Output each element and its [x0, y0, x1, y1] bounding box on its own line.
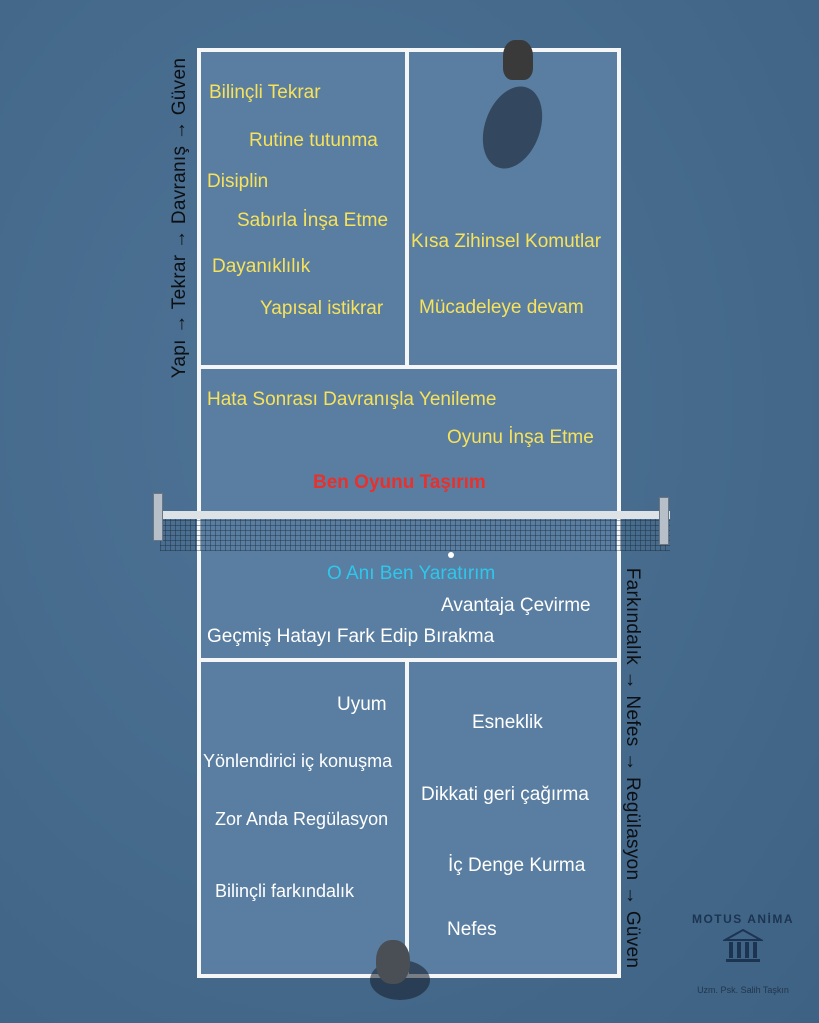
court-upper-center-line [405, 48, 409, 368]
side-right-flow-text: Farkındalık → Nefes → Regülasyon → Güven [622, 567, 643, 969]
court-upper-service-line [197, 365, 621, 369]
label-dayaniklilik: Dayanıklılık [212, 256, 311, 277]
label-yonlendirici-ic-konusma: Yönlendirici iç konuşma [203, 751, 393, 771]
label-yapisal-istikrar: Yapısal istikrar [260, 298, 384, 319]
label-ic-denge-kurma: İç Denge Kurma [448, 855, 586, 876]
side-left-flow-text: Yapı → Tekrar → Davranış → Güven [169, 57, 190, 379]
label-esneklik: Esneklik [472, 712, 543, 733]
net-mesh [160, 519, 670, 551]
label-ben-oyunu-tasirim: Ben Oyunu Taşırım [313, 472, 486, 493]
brand-author: Uzm. Psk. Salih Taşkın [697, 985, 789, 995]
label-oyunu-insa-etme: Oyunu İnşa Etme [447, 427, 594, 448]
label-o-ani-ben-yaratirim: O Anı Ben Yaratırım [327, 563, 496, 584]
label-kisa-zihinsel-komutlar: Kısa Zihinsel Komutlar [411, 231, 602, 252]
label-sabirla-insa-etme: Sabırla İnşa Etme [237, 210, 389, 231]
net-post-left [153, 493, 163, 541]
brand-name: MOTUS ANİMA [691, 912, 795, 926]
label-uyum: Uyum [337, 694, 387, 715]
bottom-player-figure [376, 940, 410, 984]
court-lower-service-line [197, 658, 621, 662]
label-bilincli-tekrar: Bilinçli Tekrar [209, 82, 321, 103]
label-disiplin: Disiplin [207, 171, 269, 192]
label-nefes: Nefes [447, 919, 497, 940]
net-band [160, 511, 670, 519]
temple-icon [723, 928, 763, 964]
label-rutine-tutunma: Rutine tutunma [249, 130, 378, 151]
court-lower-center-line [405, 660, 409, 976]
label-bilincli-farkindalik: Bilinçli farkındalık [215, 881, 355, 901]
label-hata-sonrasi: Hata Sonrası Davranışla Yenileme [207, 389, 497, 410]
label-dikkati-geri-cagirma: Dikkati geri çağırma [421, 784, 589, 805]
top-player-figure [503, 40, 533, 80]
brand-logo [683, 912, 803, 964]
label-gecmis-hatayi-birakma: Geçmiş Hatayı Fark Edip Bırakma [207, 626, 495, 647]
label-mucadeleye-devam: Mücadeleye devam [419, 297, 584, 318]
label-zor-anda-regulasyon: Zor Anda Regülasyon [215, 809, 389, 829]
label-avantaja-cevirme: Avantaja Çevirme [441, 595, 591, 616]
ball-dot [448, 552, 454, 558]
court-top-baseline [197, 48, 621, 52]
net-post-right [659, 497, 669, 545]
